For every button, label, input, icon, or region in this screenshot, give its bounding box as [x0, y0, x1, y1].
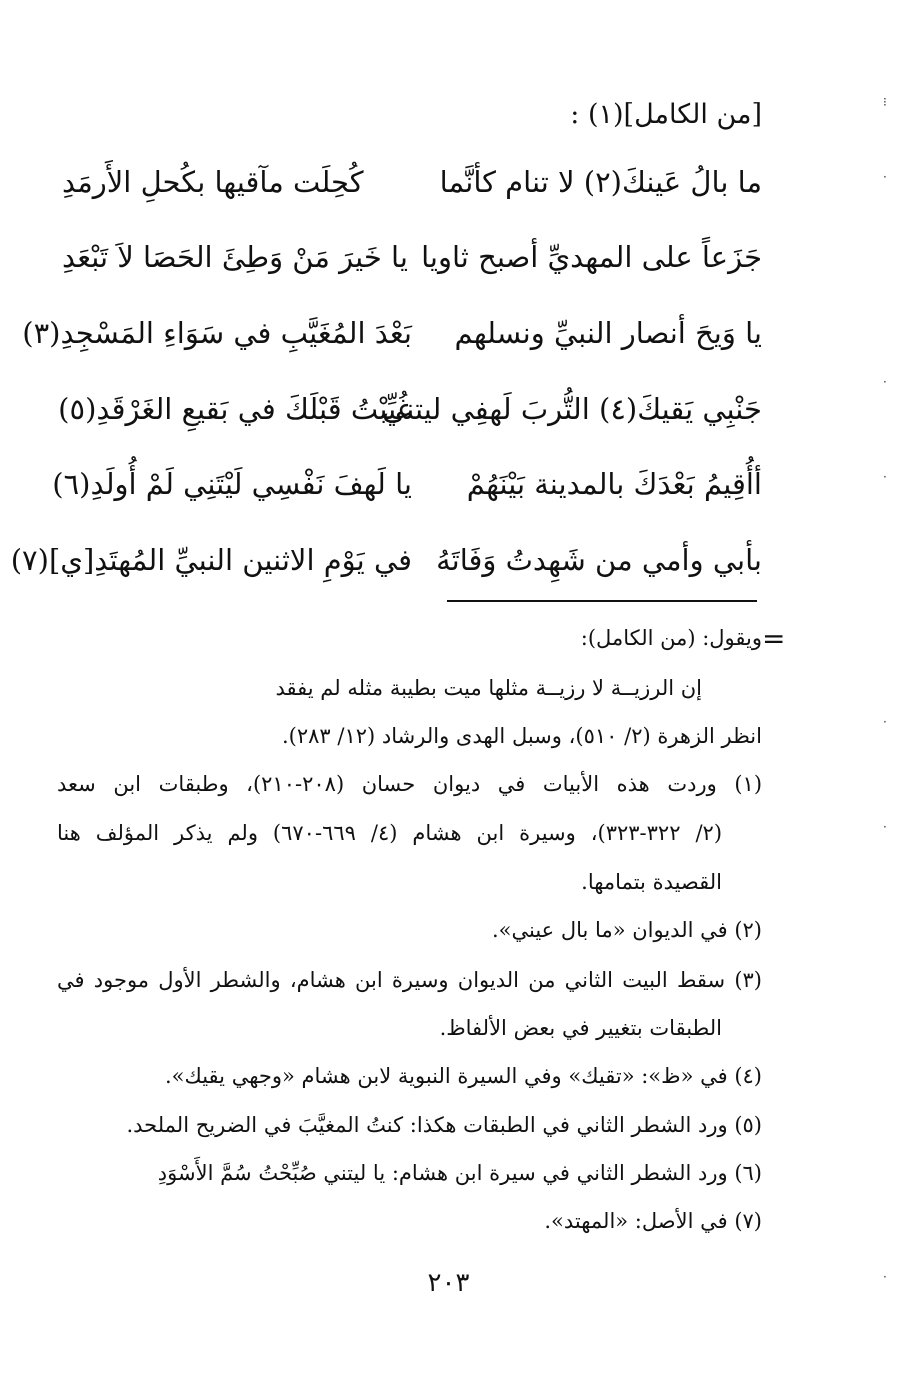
footnote-7: (٧) في الأصل: «المهتد».: [544, 1209, 762, 1233]
footnote-separator: [447, 600, 757, 602]
first-hemistich: ما بالُ عَينكَ(٢) لا تنام كأنَّما: [439, 165, 762, 199]
footnote-2: (٢) في الديوان «ما بال عيني».: [491, 918, 762, 942]
footnote-4: (٤) في «ظ»: «تقيك» وفي السيرة النبوية لابن هشام «وجهي يقيك».: [165, 1064, 762, 1088]
second-hemistich: يا لَهفَ نَفْسِي لَيْتَنِي لَمْ أُولَدِ(٦): [52, 467, 412, 501]
scan-speck: ·: [883, 820, 887, 834]
second-hemistich: في يَوْمِ الاثنين النبيِّ المُهتَدِ[ي](٧): [10, 543, 412, 577]
verse-line: [52, 455, 762, 513]
footnote-1: (١) وردت هذه الأبيات في ديوان حسان (٢٠٨-٢١٠)، وطبقات ابن سعد: [57, 772, 763, 796]
footnote-6: (٦) ورد الشطر الثاني في سيرة ابن هشام: يا ليتني صُبِّحْتُ سُمَّ الأَسْوَدِ: [157, 1161, 762, 1185]
first-hemistich: جَنْبِي يَقيكَ(٤) التُّربَ لَهفِي ليتني: [382, 392, 762, 426]
footnote-3-cont: الطبقات بتغيير في بعض الألفاظ.: [439, 1016, 722, 1040]
footnote-5: (٥) ورد الشطر الثاني في الطبقات هكذا: كنتُ المغيَّبَ في الضريح الملحد.: [126, 1113, 762, 1137]
second-hemistich: يا خَيرَ مَنْ وَطِئَ الحَصَا لاَ تَبْعَدِ: [62, 240, 408, 274]
first-hemistich: أأُقِيمُ بَعْدَكَ بالمدينة بَيْنَهُمْ: [466, 467, 762, 501]
second-hemistich: بَعْدَ المُغَيَّبِ في سَوَاءِ المَسْجِدِ(٣): [22, 316, 412, 350]
scan-speck: ·: [883, 715, 887, 729]
meter-intro: [من الكامل](١) :: [570, 99, 762, 130]
second-hemistich: غُيِّبْتُ قَبْلَكَ في بَقيعِ الغَرْقَدِ(٥): [58, 392, 412, 426]
first-hemistich: يا وَيحَ أنصار النبيِّ ونسلهم: [454, 316, 762, 350]
second-hemistich: كُحِلَت مآقيها بكُحلِ الأَرمَدِ: [62, 165, 364, 199]
scan-speck: ·: [883, 470, 887, 484]
scan-speck: ·: [883, 170, 887, 184]
scan-speck: ·: [883, 375, 887, 389]
first-hemistich: بأبي وأمي من شَهِدتُ وَفَاتَهُ: [436, 543, 762, 577]
first-hemistich: جَزَعاً على المهديِّ أصبح ثاويا: [421, 240, 762, 274]
carried-note-ref: انظر الزهرة (٢/ ٥١٠)، وسبل الهدى والرشاد (١٢/ ٢٨٣).: [282, 724, 762, 748]
scan-speck: ·: [883, 1270, 887, 1284]
scan-speck: ⁝: [883, 95, 887, 109]
footnote-3: (٣) سقط البيت الثاني من الديوان وسيرة ابن هشام، والشطر الأول موجود في: [57, 968, 762, 992]
verse-line: [58, 380, 762, 438]
verse-line: [62, 153, 762, 211]
carried-note-intro: ويقول: (من الكامل):: [580, 626, 762, 650]
verse-line: [62, 228, 762, 286]
verse-line: [22, 304, 762, 362]
page-number: ٢٠٣: [427, 1268, 470, 1298]
verse-line: [10, 531, 762, 589]
footnote-1-end: القصيدة بتمامها.: [581, 870, 722, 894]
continuation-mark: =: [762, 622, 786, 655]
footnote-1-cont: (٢/ ٣٢٢-٣٢٣)، وسيرة ابن هشام (٤/ ٦٦٩-٦٧٠) ولم يذكر المؤلف هنا: [57, 821, 723, 845]
carried-note-verse: إن الرزيــة لا رزيــة مثلها ميت بطيبة مثله لم يفقد: [275, 676, 702, 700]
